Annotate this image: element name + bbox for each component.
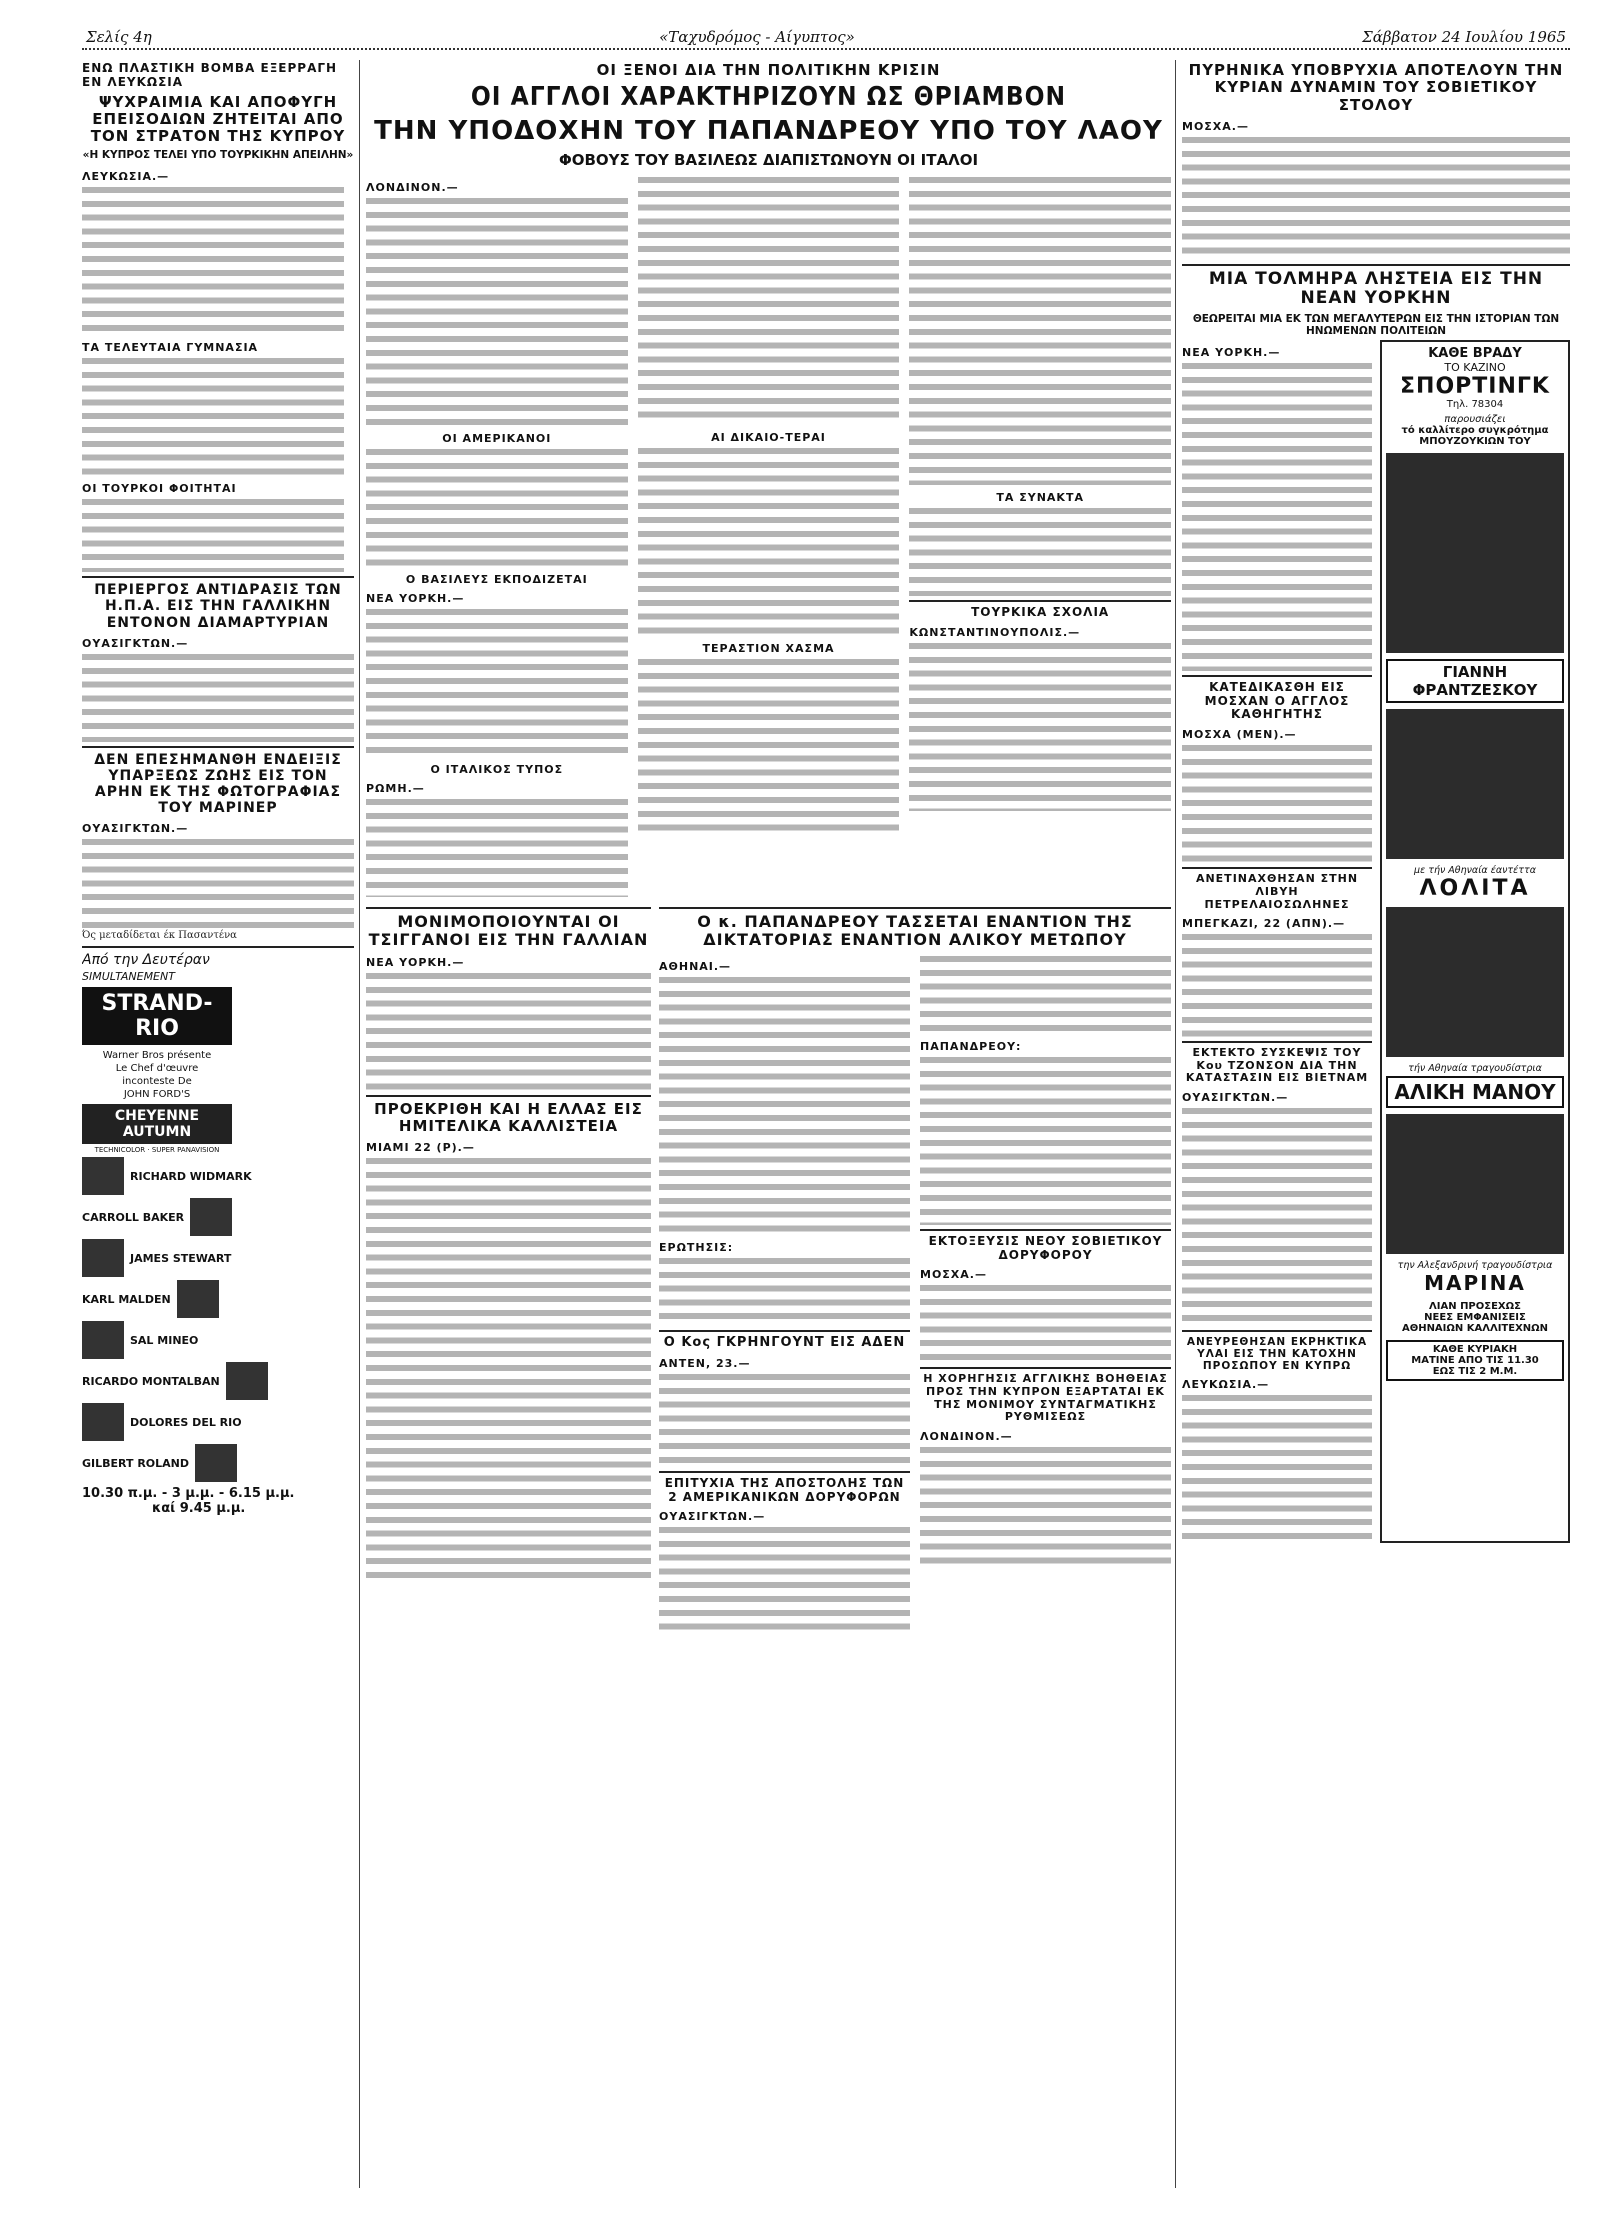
ad-featuring: τήν Αθηναία τραγουδίστρια: [1408, 1062, 1542, 1074]
ad-artist: ΛΟΛΙΤΑ: [1419, 875, 1531, 901]
section-kicker: Ο ΙΤΑΛΙΚΟΣ ΤΥΠΟΣ: [430, 763, 564, 777]
ad-from: Από την Δευτέραν: [82, 952, 210, 969]
cast-name: RICARDO MONTALBAN: [82, 1374, 220, 1388]
section-kicker: Ο ΒΑΣΙΛΕΥΣ ΕΚΠΟΔΙΖΕΤΑΙ: [405, 573, 588, 587]
ad-line: Warner Bros présente: [102, 1050, 212, 1062]
ad-featuring: με τήν Αθηναία έαντέττα: [1414, 864, 1536, 876]
dateline: ΛΟΝΔΙΝΟΝ.—: [920, 1429, 1013, 1443]
dateline: ΑΘΗΝΑΙ.—: [659, 959, 732, 973]
section-kicker: ΑΙ ΔΙΚΑΙΟ-ΤΕΡΑΙ: [711, 431, 826, 445]
cast-photo: [82, 1239, 124, 1277]
article-text: [1182, 1393, 1372, 1543]
column-2: [366, 58, 1171, 2178]
article-text: [366, 607, 628, 757]
lead-headline: ΤΗΝ ΥΠΟΔΟΧΗΝ ΤΟΥ ΠΑΠΑΝΔΡΕΟΥ ΥΠΟ ΤΟΥ ΛΑΟΥ: [374, 116, 1163, 147]
dateline: ΛΕΥΚΩΣΙΑ.—: [82, 170, 170, 184]
article-text: [638, 446, 900, 636]
article-text: [909, 641, 1171, 811]
article-headline: Η ΧΟΡΗΓΗΣΙΣ ΑΓΓΛΙΚΗΣ ΒΟΗΘΕΙΑΣ ΠΡΟΣ ΤΗΝ ΚΥΠΡΟΝ ΕΞΑΡΤΑΤΑΙ ΕΚ ΤΗΣ ΜΟΝΙΜΟΥ ΣΥΝΤΑΓΜΑΤΙΚΗΣ ΡΥΘΜΙΣΕΩΣ: [923, 1372, 1168, 1424]
section-kicker: ΟΙ ΑΜΕΡΙΚΑΝΟΙ: [442, 432, 552, 446]
article-headline: ΠΥΡΗΝΙΚΑ ΥΠΟΒΡΥΧΙΑ ΑΠΟΤΕΛΟΥΝ ΤΗΝ ΚΥΡΙΑΝ ΔΥΝΑΜΙΝ ΤΟΥ ΣΟΒΙΕΤΙΚΟΥ ΣΤΟΛΟΥ: [1188, 61, 1564, 114]
dateline: ΟΥΑΣΙΓΚΤΩΝ.—: [82, 822, 189, 835]
article-kicker: ΕΝΩ ΠΛΑΣΤΙΚΗ ΒΟΜΒΑ ΕΞΕΡΡΑΓΗ ΕΝ ΛΕΥΚΩΣΙΑ: [82, 61, 338, 89]
section-kicker: ΟΙ ΤΟΥΡΚΟΙ ΦΟΙΤΗΤΑΙ: [82, 482, 237, 496]
issue-date: Σάββατον 24 Ιουλίου 1965: [1358, 28, 1570, 46]
lead-headline: ΟΙ ΑΓΓΛΟΙ ΧΑΡΑΚΤΗΡΙΖΟΥΝ ΩΣ ΘΡΙΑΜΒΟΝ: [470, 82, 1067, 113]
ad-sunday: ΜΑΤΙΝΕ ΑΠΟ ΤΙΣ 11.30: [1411, 1354, 1539, 1366]
cast-name: KARL MALDEN: [82, 1292, 171, 1306]
dateline: ΜΠΕΓΚΑΖΙ, 22 (ΑΠΝ).—: [1182, 917, 1346, 931]
article-headline: ΑΝΕΤΙΝΑΧΘΗΣΑΝ ΣΤΗΝ ΛΙΒΥΗ ΠΕΤΡΕΛΑΙΟΣΩΛΗΝΕΣ: [1195, 872, 1359, 911]
article-text: [82, 652, 354, 742]
ad-orchestra: τό καλλίτερο συγκρότημα ΜΠΟΥΖΟΥΚΙΩΝ ΤΟΥ: [1401, 424, 1549, 447]
cast-name: RICHARD WIDMARK: [130, 1169, 252, 1183]
ad-artist: ΓΙΑΝΝΗ ΦΡΑΝΤΖΕΣΚΟΥ: [1386, 659, 1564, 703]
ad-promo: ΝΕΕΣ ΕΜΦΑΝΙΣΕΙΣ: [1424, 1311, 1526, 1323]
article-headline: ΔΕΝ ΕΠΕΣΗΜΑΝΘΗ ΕΝΔΕΙΞΙΣ ΥΠΑΡΞΕΩΣ ΖΩΗΣ ΕΙΣ ΤΟΝ ΑΡΗΝ ΕΚ ΤΗΣ ΦΩΤΟΓΡΑΦΙΑΣ ΤΟΥ ΜΑΡΙΝΕΡ: [94, 751, 342, 816]
ad-line: JOHN FORD'S: [123, 1089, 191, 1101]
article-text-last: Ός μεταδίδεται έκ Πασαντένα: [82, 930, 237, 941]
article-headline: ΜΙΑ ΤΟΛΜΗΡΑ ΛΗΣΤΕΙΑ ΕΙΣ ΤΗΝ ΝΕΑΝ ΥΟΡΚΗΝ: [1208, 268, 1544, 309]
cast-photo: [82, 1157, 124, 1195]
column-1b: [205, 1090, 355, 2178]
page-number: Σελίς 4η: [82, 28, 156, 46]
ad-featuring: την Αλεξανδρινή τραγουδίστρια: [1397, 1259, 1553, 1271]
ad-promo: ΛΙΑΝ ΠΡΟΣΕΧΩΣ: [1429, 1300, 1521, 1312]
article-text: [366, 447, 628, 567]
ad-line: Le Chef d'œuvre: [115, 1063, 199, 1075]
dateline: ΟΥΑΣΙΓΚΤΩΝ.—: [1182, 1091, 1289, 1105]
article-headline: Ο Κος ΓΚΡΗΝΓΟΥΝΤ ΕΙΣ ΑΔΕΝ: [663, 1334, 906, 1350]
article-text: [366, 971, 651, 1091]
column-rule: [359, 60, 360, 2188]
ad-every-night: ΚΑΘΕ ΒΡΑΔΥ: [1428, 345, 1522, 361]
dateline: ΜΙΑΜΙ 22 (Ρ).—: [366, 1141, 475, 1155]
ad-cinemas: STRAND-RIO: [82, 987, 232, 1045]
dateline: ΝΕΑ ΥΟΡΚΗ.—: [1182, 345, 1281, 359]
section-kicker: ΤΕΡΑΣΤΙΟΝ ΧΑΣΜΑ: [702, 642, 835, 656]
ad-phone: Τηλ. 78304: [1446, 398, 1504, 410]
section-kicker: ΤΑ ΤΕΛΕΥΤΑΙΑ ΓΥΜΝΑΣΙΑ: [82, 341, 259, 355]
ad-casino: ΤΟ ΚΑΖΙΝΟ: [1444, 360, 1506, 374]
article-text: [366, 1156, 651, 1586]
dateline: ΜΟΣΧΑ.—: [1182, 119, 1249, 133]
article-text: [920, 1445, 1171, 1565]
ad-times: 10.30 π.μ. - 3 μ.μ. - 6.15 μ.μ.: [82, 1486, 295, 1502]
dateline: ΝΕΑ ΥΟΡΚΗ.—: [366, 592, 465, 606]
article-text: [366, 196, 628, 426]
article-text: [1182, 932, 1372, 1037]
article-text: [1182, 135, 1570, 260]
dateline: ΡΩΜΗ.—: [366, 782, 425, 796]
article-us-reaction: [82, 582, 354, 741]
article-text: [1182, 361, 1372, 671]
article-headline: ΕΚΤΕΚΤΟ ΣΥΣΚΕΨΙΣ ΤΟΥ Κου ΤΖΟΝΣΟΝ ΔΙΑ ΤΗΝ ΚΑΤΑΣΤΑΣΙΝ ΕΙΣ ΒΙΕΤΝΑΜ: [1185, 1046, 1369, 1085]
dateline: ΟΥΑΣΙΓΚΤΩΝ.—: [659, 1510, 766, 1524]
article-text: [659, 1372, 910, 1467]
article-text: [659, 975, 910, 1235]
article-text: [659, 1256, 910, 1326]
lead-subhead: ΦΟΒΟΥΣ ΤΟΥ ΒΑΣΙΛΕΩΣ ΔΙΑΠΙΣΤΩΝΟΥΝ ΟΙ ΙΤΑΛΟΙ: [558, 151, 979, 170]
cast-name: GILBERT ROLAND: [82, 1456, 190, 1470]
article-text: [82, 185, 344, 335]
newspaper-name: «Ταχυδρόμος - Αίγυπτος»: [655, 28, 859, 46]
article-mariner: [82, 752, 354, 943]
article-text: [82, 356, 344, 476]
photo-singer: [1386, 709, 1564, 859]
ad-format: TECHNICOLOR · SUPER PANAVISION: [94, 1146, 220, 1155]
article-text: [909, 175, 1171, 485]
article-headline: ΕΠΙΤΥΧΙΑ ΤΗΣ ΑΠΟΣΤΟΛΗΣ ΤΩΝ 2 ΑΜΕΡΙΚΑΝΙΚΩΝ ΔΟΡΥΦΟΡΩΝ: [664, 1475, 905, 1504]
dateline: ΑΝΤΕΝ, 23.—: [659, 1356, 751, 1370]
article-headline: ΠΡΟΕΚΡΙΘΗ ΚΑΙ Η ΕΛΛΑΣ ΕΙΣ ΗΜΙΤΕΛΙΚΑ ΚΑΛΛΙΣΤΕΙΑ: [374, 1099, 643, 1136]
cast-photo: [82, 1321, 124, 1359]
dateline: ΜΟΣΧΑ.—: [920, 1268, 987, 1282]
article-text: [638, 175, 900, 425]
article-text: [1182, 1106, 1372, 1326]
ad-sunday: ΕΩΣ ΤΙΣ 2 Μ.Μ.: [1432, 1365, 1518, 1377]
lead-kicker: ΟΙ ΞΕΝΟΙ ΔΙΑ ΤΗΝ ΠΟΛΙΤΙΚΗΝ ΚΡΙΣΙΝ: [596, 61, 941, 79]
cast-name: DOLORES DEL RIO: [130, 1415, 242, 1429]
photo-singer: [1386, 907, 1564, 1057]
ad-line: inconteste De: [122, 1076, 192, 1088]
cast-photo: [82, 1403, 124, 1441]
ad-times: καί 9.45 μ.μ.: [152, 1501, 246, 1517]
article-text: [1182, 743, 1372, 863]
column-rule: [1175, 60, 1176, 2188]
dateline: ΜΟΣΧΑ (ΜΕΝ).—: [1182, 728, 1297, 742]
article-cyprus-bomb: [82, 62, 354, 572]
ad-artist: ΑΛΙΚΗ ΜΑΝΟΥ: [1386, 1076, 1564, 1108]
dateline: ΛΕΥΚΩΣΙΑ.—: [1182, 1378, 1270, 1392]
cast-name: CARROLL BAKER: [82, 1210, 185, 1224]
ad-presents: παρουσιάζει: [1444, 413, 1506, 425]
cast-name: JAMES STEWART: [130, 1251, 232, 1265]
dateline: ΛΟΝΔΙΝΟΝ.—: [366, 181, 459, 195]
article-headline: ΨΥΧΡΑΙΜΙΑ ΚΑΙ ΑΠΟΦΥΓΗ ΕΠΕΙΣΟΔΙΩΝ ΖΗΤΕΙΤΑΙ ΑΠΟ ΤΟΝ ΣΤΡΑΤΟΝ ΤΗΣ ΚΥΠΡΟΥ: [90, 92, 346, 146]
section-kicker: ΤΑ ΣΥΝΑΚΤΑ: [996, 491, 1084, 505]
article-headline: ΤΟΥΡΚΙΚΑ ΣΧΟΛΙΑ: [971, 605, 1110, 620]
article-text: [909, 506, 1171, 596]
article-headline: ΕΚΤΟΞΕΥΣΙΣ ΝΕΟΥ ΣΟΒΙΕΤΙΚΟΥ ΔΟΡΥΦΟΡΟΥ: [928, 1233, 1163, 1262]
photo-musician: [1386, 453, 1564, 653]
article-text: [82, 837, 354, 929]
ad-venue: ΣΠΟΡΤΙΝΓΚ: [1400, 373, 1550, 399]
ad-simul: SIMULTANEMENT: [82, 970, 175, 984]
article-text: [920, 1283, 1171, 1363]
article-text: [920, 1055, 1171, 1225]
dateline: ΝΕΑ ΥΟΡΚΗ.—: [366, 955, 465, 969]
ad-promo: ΑΘΗΝΑΙΩΝ ΚΑΛΛΙΤΕΧΝΩΝ: [1401, 1322, 1549, 1334]
section-kicker: ΕΡΩΤΗΣΙΣ:: [659, 1240, 734, 1254]
article-subhead: ΘΕΩΡΕΙΤΑΙ ΜΙΑ ΕΚ ΤΩΝ ΜΕΓΑΛΥΤΕΡΩΝ ΕΙΣ ΤΗΝ ΙΣΤΟΡΙΑΝ ΤΩΝ ΗΝΩΜΕΝΩΝ ΠΟΛΙΤΕΙΩΝ: [1192, 312, 1560, 337]
article-text: [638, 657, 900, 832]
masthead: [82, 26, 1570, 50]
article-headline: ΚΑΤΕΔΙΚΑΣΘΗ ΕΙΣ ΜΟΣΧΑΝ Ο ΑΓΓΛΟΣ ΚΑΘΗΓΗΤΗΣ: [1204, 679, 1350, 722]
ad-sunday: ΚΑΘΕ ΚΥΡΙΑΚΗ: [1432, 1343, 1518, 1355]
article-text: [366, 797, 628, 897]
article-text: [82, 497, 344, 572]
photo-singer: [1386, 1114, 1564, 1254]
ad-film-title: CHEYENNE AUTUMN: [82, 1104, 232, 1144]
nightclub-ad: [1380, 340, 1570, 1543]
article-text: [920, 954, 1171, 1034]
dateline: ΚΩΝΣΤΑΝΤΙΝΟΥΠΟΛΙΣ.—: [909, 625, 1081, 639]
ad-artist: ΜΑΡΙΝΑ: [1424, 1270, 1526, 1295]
dateline: ΟΥΑΣΙΓΚΤΩΝ.—: [82, 636, 189, 650]
article-headline: Ο κ. ΠΑΠΑΝΔΡΕΟΥ ΤΑΣΣΕΤΑΙ ΕΝΑΝΤΙΟΝ ΤΗΣ ΔΙΚΤΑΤΟΡΙΑΣ ΕΝΑΝΤΙΟΝ ΑΛΙΚΟΥ ΜΕΤΩΠΟΥ: [697, 912, 1133, 950]
article-text: [659, 1525, 910, 1635]
cast-name: SAL MINEO: [130, 1333, 199, 1347]
article-subhead: «Η ΚΥΠΡΟΣ ΤΕΛΕΙ ΥΠΟ ΤΟΥΡΚΙΚΗΝ ΑΠΕΙΛΗΝ»: [82, 149, 354, 162]
article-headline: ΜΟΝΙΜΟΠΟΙΟΥΝΤΑΙ ΟΙ ΤΣΙΓΓΑΝΟΙ ΕΙΣ ΤΗΝ ΓΑΛΛΙΑΝ: [368, 912, 649, 950]
article-headline: ΑΝΕΥΡΕΘΗΣΑΝ ΕΚΡΗΚΤΙΚΑ ΥΛΑΙ ΕΙΣ ΤΗΝ ΚΑΤΟΧΗΝ ΠΡΟΣΩΠΟΥ ΕΝ ΚΥΠΡΩ: [1186, 1336, 1368, 1373]
column-3: [1182, 58, 1570, 2178]
section-kicker: ΠΑΠΑΝΔΡΕΟΥ:: [920, 1039, 1022, 1053]
article-headline: ΠΕΡΙΕΡΓΟΣ ΑΝΤΙΔΡΑΣΙΣ ΤΩΝ Η.Π.Α. ΕΙΣ ΤΗΝ ΓΑΛΛΙΚΗΝ ΕΝΤΟΝΟΝ ΔΙΑΜΑΡΤΥΡΙΑΝ: [94, 582, 342, 631]
